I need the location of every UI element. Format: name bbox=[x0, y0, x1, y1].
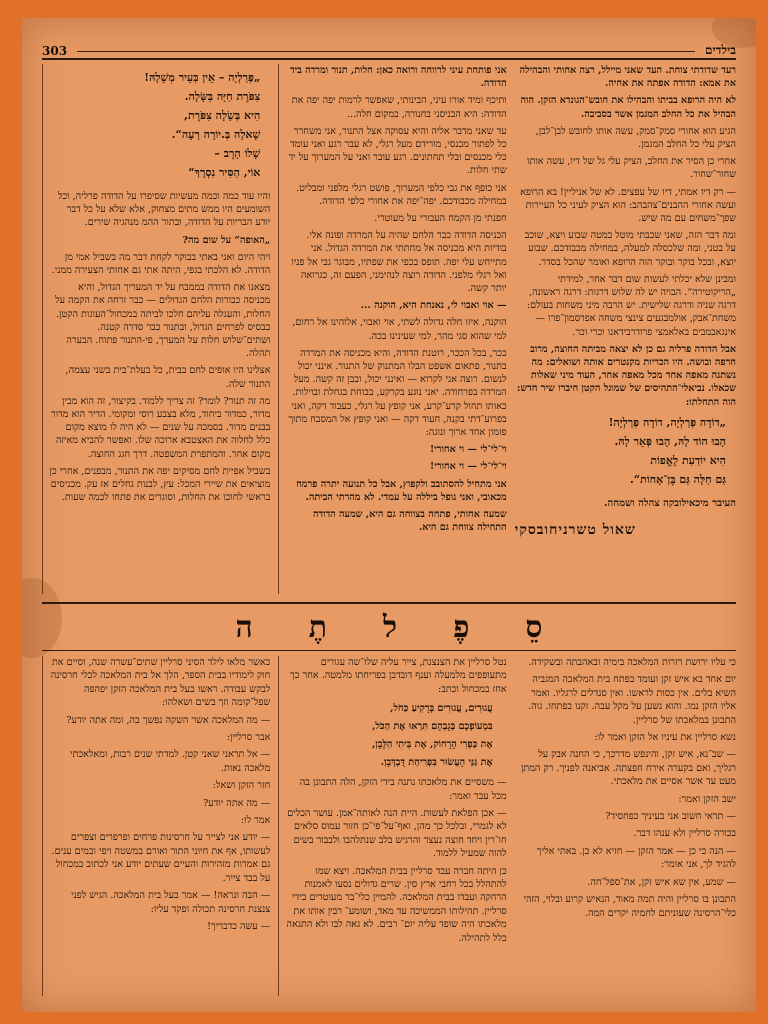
paragraph: — רק דיו אמתי, דיו של עפצים. לא של אניליין! בא הרופא ועשה אחורי ההבנים־צהבהב: הוא הציק לעיני כל העיירות שפך־משחים עם מה שיש. bbox=[520, 186, 736, 225]
paragraph: ומה דבר הזה, שאני שכבתי מוטל במטה שבוע ויצא, שוכב על בטני, ומה שלכסלה למעלה, במחילה מכבודכם. שבוע יוצא, ובכל בוקר ובוקר הוה הרופא ואומר שהכל בסדר. bbox=[524, 230, 736, 268]
paragraph: אני כופף את גבי כלפי המערוך, פושט רגלי מלפני ומבליט. במחילה מכבודכם. יפה־יפה את אחורי כלפי הדודה. bbox=[296, 182, 507, 207]
title-letter: ל bbox=[383, 609, 398, 645]
paragraph: בכורה סרליין ולא ענהו דבר. bbox=[633, 828, 736, 840]
title-letter: ה bbox=[235, 609, 253, 645]
paragraph: אמר לו: bbox=[240, 815, 271, 827]
story2-title-bar bbox=[42, 602, 736, 651]
poem-line: צִפֹּרֶת חַיָּה בַּשָּׂלָה. bbox=[184, 90, 261, 103]
paragraph: הגיע הוא אחורי סמק־סמק, עשה אותו לחובש לבן־לבן, הציק עלי כל החלב המגמן. bbox=[535, 125, 736, 151]
poem-line: בִּמְעוֹפְכֶם בְּגָבְהָם תִּרְאוּ אֶת הַכֹּל, bbox=[372, 721, 493, 733]
poem-line: הָבוּ הוֹד לָהּ, הָבוּ פְּאֵר לָהּ. bbox=[614, 434, 726, 448]
poem-line: „פְּרַלְיָה – אֵין בְּעֵיר מְשָׁלָהּ! bbox=[144, 71, 261, 84]
paragraph: — תראי חשוב אני בעיניך כפחסיד? bbox=[605, 811, 736, 823]
paragraph: וי־לי־לי — וי אחורי! bbox=[430, 444, 507, 456]
paragraph: ויהי היום ואני באתי בבוקר לקחת דבר מה בשביל אמי מן הדודה. לא הלכתי בגפי, היתה אתי גם אחותי הצעירה ממני. bbox=[51, 251, 271, 277]
paragraph: אבל הדודה פרליה גם כן לא יצאה מביתה החוצה, מרוב חרפה ובושה. היו הכריות מקנטרים אותה ושואלים: מה נשתנה מאפה אחד מכל מאפה אחר, העוד מיני שאלות שכאלו. נביאלי־התהיסים של שמוגל הקטן חיברו שיר חדש: הוה התחלתו: bbox=[516, 343, 736, 408]
story1-column-2 bbox=[278, 64, 506, 594]
poem-line: אוֹי, הַסִּיר נִסְרָךְ“ bbox=[188, 166, 261, 179]
paragraph: אני פותחת עיני לרווחה ורואה כאן: חלות, תנור ומרדה ביד הדודה. bbox=[290, 65, 507, 90]
poem-line: שָׁאלָה בְּ.יוֹרָה רָעָה“. bbox=[171, 128, 261, 141]
paragraph: — שב־נא, איש זקן, והינפש מדרכך, כי החנה אבק על רגליך, ואם בקערה אירח חפצתה. אביאנה לפניך. רק המתן מעט עד אשר אסיים את מלאכתי. bbox=[520, 749, 736, 788]
paragraph: ישב הזקן ואמר: bbox=[678, 793, 736, 805]
header-rule bbox=[77, 51, 695, 52]
paragraph: וי־לי־לי — וי אחורי! bbox=[430, 461, 507, 473]
paragraph: אצלינו היו אופים לחם בבית, כל בעלת־בית בשני עצמה, התנור שלה. bbox=[65, 365, 271, 390]
paragraph: התבונן בו סרליין והיה תמה מאוד, הנאיש קרוע ובלוי, הזהי כלי־הרסינה שעוניתם לחמיה יקרים המה. bbox=[523, 894, 736, 919]
page-number: 303 bbox=[42, 44, 68, 58]
paragraph: יום אחד בא איש זקן ועומד בפתח בית המלאכה המגביה השיא בלים. אין כסות לראשו. ואין סנדלים לרגליו. ואמר אליו הזקן נמו. והוא נשען על מקל עבה. זקנו בפתחו. גוה. התבונן במלאכתו של סרליין. bbox=[528, 674, 736, 726]
title-letter: תֶ bbox=[308, 609, 328, 645]
paragraph: והיו עוד כמה וכמה מעשיות שסיפרו על הדודה פרליה, וכל השומעים היו ממש מתים מצחוק, אלא שלא על כל דבר יודע הבריות על הדודה, ובתור ההמ מנהגיה שירים. bbox=[57, 191, 271, 229]
paragraph: כאשר מלאו לילד הסיני סרליין שתים־עשרה שנה, וסיים את חוק לימודיו בבית הספר, הלך אל בית המלאכה לכלי חרסינה לבקש עבודה. ראשו בעל בית המלאכה הזקן יפהפה שפל־קומה וזך בשים ושאלהו: bbox=[50, 657, 271, 709]
poem-line: אֶת גַּנֵּי הָעֲשׂוּר בִּפְרִיחַת דֻּבְדְּבָן. bbox=[380, 757, 493, 769]
newspaper-page bbox=[22, 18, 756, 1012]
story2-column-1 bbox=[42, 656, 270, 996]
paragraph: לא היה הרופא בביתו והבהילו את חובש־הגונדא הזקן. הוה הבהיל את כל החלב המגמן אשר בסביבה. bbox=[520, 95, 736, 120]
paragraph: חזר הזקן ושאל: bbox=[212, 780, 271, 792]
title-letter: סֵ bbox=[525, 609, 543, 645]
story1-column-1 bbox=[42, 64, 270, 594]
paragraph: הכניסה הדודה כבר הלחם שהיה על המרדה ופונה אלי. בודיות היא מכניסה אל מחתתי את המרדה הגדול. אני מתייחש עלי יפה. תופס בכפי את שפתיו, מבוגר גבי אל פניו ואל רגלי מלפני. הדודה רוצה לנהימני, הפעם זה, כגרואה יותר קשה. bbox=[291, 230, 507, 295]
paragraph: ותיכף ומיד אורו עיני, הבינותי, שאפשר לרמות יפה יפה את הדודה: היא הבניסני בחנורה, במקום חלה... bbox=[291, 95, 507, 120]
paragraph: מה זה תנור? לומר? זה צריך ללמוד. בקיצור, זה הוא מבין מדור, כמדור ביחוד, מלא בצבע רוסי ומקומי. הדיר הוא מדור בבנים מדור. בסמכה על שנים — לא היה לו מוצא מקום כלל לחלוה את האצטבא ארוכה שלו. ואפשר להביא מאיזה מקום אחר. והמתפרת המשפטה. דרך חגג החוצה. bbox=[50, 395, 271, 460]
paragraph: רעד שדודתי צוחת. העד שאני מיילל, רצה אחותי והבהילה את אמא: הדודה אפתה את אחיה. bbox=[519, 65, 736, 90]
paragraph: — אוי ואבוי לי, נאנחת היא, הוקנה ... bbox=[360, 300, 507, 312]
paragraph: בשביל אפיית לחם מסיקים יפה את התנור, מבפנים, אחרי כן מוציאים את שיירי המכל: עץ, לבנות גחלים אז עק. מכניסים בראשי לחוכו את החלות, וסוגרים את פתחו לכמה שעות. bbox=[49, 465, 271, 504]
page-header bbox=[42, 32, 736, 60]
paragraph: — אל תראני שאני קטן. למדתי שנים רבות, ומאלאכתי מלאכה נאות. bbox=[70, 749, 271, 774]
paragraph: שמעה אחותי, פתחה בצווחה גם היא, שמעה הדודה התחילה צווחת גם היא. bbox=[312, 509, 507, 534]
paragraph: חפנתי מן הקמח העבורי על מעוטרי. bbox=[374, 213, 507, 225]
story2-column-3 bbox=[515, 656, 736, 996]
poem-line: הִיא בְּשָׂלָה צִפֹּרֶת, bbox=[184, 109, 261, 122]
story2-poem bbox=[299, 700, 492, 772]
title-letter: פֶ bbox=[453, 609, 470, 645]
paragraph: מצאנו את הדודה בממבח על יד המעריך הגדול, והיא מכניסה כבורות הלחם הגדולים — כבר זרחה את הקמה על החלות, והעגלה עליהם חלכו לביתה במכחול־העוגות הקטן. כבסיס לפרחים הגדול, ובתנור כבר סדרה קטנה. ושתים־שלוש חלות על המערך, פי-התנור פתוח. הבערה תהלה. bbox=[55, 282, 271, 360]
paragraph: ומבינן שלא יכלתי לעשות שום דבר אחר, למידתי „הריקוטירה“. הבויה יש לה שלוש דרגות: דרגה ראשונה, דרגה שניה ודרגה שלישית. יש הרבה מיני משחות בעולם: משחת־אבק, אולמבגעים צינצי משחה אפרסמון־פרו — אינגאבמבים באלאמצי פרודרבידאנו וכרי וכר. bbox=[526, 273, 736, 338]
author-name: שאול טשרניחובסקי bbox=[514, 522, 636, 539]
paragraph: נשא סרליין את עיניו אל הזקן ואמר לו: bbox=[594, 732, 736, 744]
paragraph: — מה אתה יודע? bbox=[203, 797, 271, 809]
story1-column-3 bbox=[515, 64, 736, 594]
paragraph: — מה המלאכה אשר השקה נפשך בה, ומה אתה יודע? bbox=[66, 714, 271, 726]
poem-line: עֲגוּרִים, עֲגוּרִים בְּרָקִיעַ כַּחֹל, bbox=[390, 703, 493, 715]
story1-poem-2 bbox=[525, 413, 726, 489]
paragraph: — הנה כי כן — אמר הזקן — חזיא לא כן. באתי אליך להגיד לך, אני אומר: bbox=[536, 845, 736, 871]
paragraph: אבר סרליין: bbox=[226, 732, 271, 744]
paragraph: כי עליו ירושת רזרות המלאכה בימיה ובאהבתה ובשקידה. bbox=[528, 657, 736, 668]
poem-line: „דוֹדָה פְּרַלְיָה, דוֹדָה פְּרַלְיָה! bbox=[608, 415, 726, 429]
story1-signoff: העיבר מיכאילובקה צהלה ושמחה. bbox=[603, 497, 736, 509]
story1-poem-1 bbox=[59, 68, 260, 182]
poem-line: אֶת כַּפְרִי הָרָחוֹק, אֶת בֵּיתִי הַלָּבָן, bbox=[372, 739, 493, 751]
paragraph: — שמע, אין שא איש זקן, את־ספל־חה. bbox=[587, 876, 736, 888]
paragraph: אני מתחיל להסתובב ולקפוץ, אבל כל תנועה יתרה פרמח מכאובי, ואני נופל ביללה על עמדי. לא מהרתי הביתה. bbox=[296, 478, 507, 503]
paragraph: — עשה כדבריך! bbox=[207, 920, 271, 932]
story1-columns bbox=[42, 64, 736, 594]
paragraph: „האופה“ על שום מה? bbox=[182, 234, 271, 246]
paragraph: — יודע אני לצייר על חרסינות פרחים ופרפרים וצפרים לעשותו, אף את חיוני התור ואורם במשטה ויפי ובמים ענים. גם אמרות מזהירות והעיים שעתים יודע אני לכתוב במכחול על בבד צייר. bbox=[51, 832, 271, 884]
paragraph: הוקנה, איזו חלה גדולה לשתי, אוי ואבוי, אלוהינו אל רחום, למי שהוא סגי מהר, למי שעינינו בכה. bbox=[292, 317, 507, 342]
paragraph: — אכן הפלאת לעשות. היית הנה לאותה־אמן. עושר הכלים לא לגמרי, ובלכל כך מהן, ואף־על־פי־כן חזור עמוס סלאים חו־רין ויחד חוצה נעצר והרגיש בלב שנתלהבו ולבבור בשים להוה שמעיל ללמוד. bbox=[287, 808, 507, 860]
paragraph: אחרי כן הסיר את החלב, הציק עלי גל של דיו, עשה אותו שחור־שחור. bbox=[527, 156, 736, 181]
paragraph: נטל סרליין את הצנצנת, צייר עליה שלו־שה עגורים מתעופפים מלמעלה וענף דובדבן בפריחתו מלמטה. אחר כך אחז במכחול וכתב: bbox=[290, 657, 507, 695]
story2-columns bbox=[42, 656, 736, 996]
paragraph: כן היתה חברה עבד סרליין בבית המלאכה. ויצא שמו להתהלל בכל רחבי ארץ סין. שרים גדולים נסעו לאמנות הרחקה ועבדו בבית המלאכה. להמיין כלי־בר מעוטרים בידי סרליין. תהילותו הממשיכה עד מאד, ושומע־ רבין אותו את מלאכתו היה שופד עליה יום־ רבים. לא גאה לבו ולא התגאה כלל לתהילה. bbox=[286, 865, 507, 944]
story2-title bbox=[235, 610, 542, 645]
paragraph: עד שאני מדבר אליה והיא עסוקה אצל התנור, אני משחרר כל לפתור מכנסי, מורידם מעל רגלי, לא עבר רגע ואני עומד כלי מכנסים ובלי תחתונים. רגע עובר ואני על המערוך על יד שתי חלות. bbox=[288, 125, 507, 177]
poem-line: גַּם חַלָּה גַּם בֶּן־אָחוֹת“. bbox=[629, 472, 726, 486]
section-title: בילדים bbox=[705, 43, 736, 57]
story2-column-2 bbox=[278, 656, 506, 996]
poem-line: שָׁלוֹ הָרֶב – bbox=[214, 147, 261, 160]
paragraph: ככר, בכל הככר, רוטנת הדודה, והיא מכניסה את המרדה בתנור, פתאום אשפט הבלו המתנוק של התנור. אינני יכול לנשום. רוצה אני לקרוא — ואינני יכול, ובבן זה קשה. מעל המרדה בפרחודה. יאני נוגע בקרקע, בבוחת בגחלת ובוילות. כאותו תחול קרע־קרע, אני קופץ על רגלי, כעבוד דקה, ואני בפרוע־דתי בקנה, חעוד דקה — ואני קופץ אל המסבח מתוך פזמון אחד ארוך ונוגה: bbox=[288, 347, 507, 439]
paragraph: — משסיים את מלאכתו נתנה בידי הזקן, הלה התבונן בה מכל עבר ואמר: bbox=[299, 777, 507, 802]
paragraph: — הבה ונראה! — אמר בעל בית המלאכה. הגיש לפני צנצנת חרסינה תכולה ופקד עליו: bbox=[71, 890, 271, 915]
poem-line: הִיא יוֹדַעַת לֶאֱפוֹת bbox=[650, 453, 726, 467]
